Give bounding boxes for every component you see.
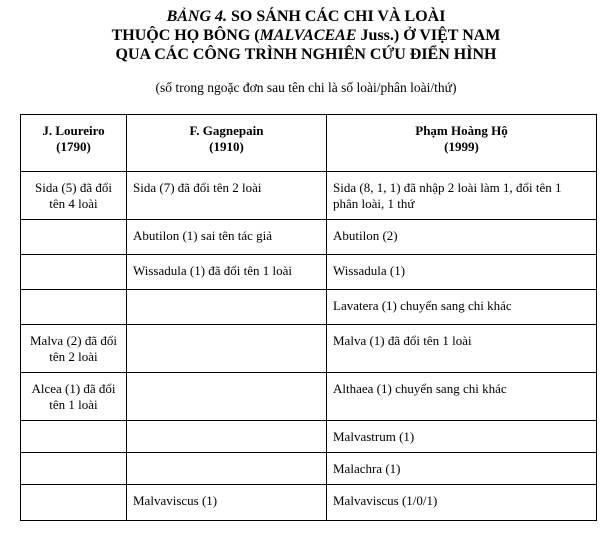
- cell-text: Malvaviscus (1): [133, 493, 218, 508]
- cell-pham-hoang-ho: [327, 421, 597, 453]
- header-pham-hoang-ho: [327, 115, 597, 172]
- header-name: F. Gagnepain: [189, 123, 264, 138]
- header-year: (1910): [209, 139, 244, 154]
- title-line-2-suffix: Juss.) Ở VIỆT NAM: [356, 27, 501, 44]
- cell-text: Alcea (1) đã đổi tên 1 loài: [31, 381, 116, 412]
- cell-pham-hoang-ho: [327, 290, 597, 325]
- cell-loureiro: [21, 373, 127, 421]
- cell-text: Sida (7) đã đổi tên 2 loài: [133, 180, 262, 195]
- table-row: [21, 421, 597, 453]
- title-line-2: [0, 26, 612, 45]
- table-label: BẢNG 4.: [166, 8, 228, 25]
- title-line-2-prefix: THUỘC HỌ BÔNG (: [111, 27, 260, 44]
- table-row: [21, 373, 597, 421]
- cell-gagnepain: [127, 373, 327, 421]
- cell-text: Malva (2) đã đổi tên 2 loài: [29, 333, 117, 364]
- cell-pham-hoang-ho: [327, 453, 597, 485]
- cell-text: Wissadula (1): [333, 263, 406, 278]
- cell-pham-hoang-ho: [327, 485, 597, 521]
- header-year: (1999): [444, 139, 479, 154]
- cell-gagnepain: [127, 453, 327, 485]
- cell-gagnepain: [127, 220, 327, 255]
- comparison-table: [20, 114, 597, 521]
- table-row: [21, 453, 597, 485]
- header-name: J. Loureiro: [42, 123, 105, 138]
- title-line-1-text: SO SÁNH CÁC CHI VÀ LOÀI: [227, 8, 446, 25]
- cell-text: [27, 290, 120, 298]
- table-row: [21, 220, 597, 255]
- cell-gagnepain: [127, 421, 327, 453]
- header-name: Phạm Hoàng Hộ: [415, 123, 508, 138]
- table-title: [0, 7, 612, 64]
- cell-text: Lavatera (1) chuyển sang chi khác: [333, 298, 512, 313]
- table-row: [21, 172, 597, 220]
- cell-loureiro: [21, 255, 127, 290]
- table-row: [21, 325, 597, 373]
- cell-text: [133, 453, 320, 461]
- cell-loureiro: [21, 172, 127, 220]
- header-year: (1790): [56, 139, 91, 154]
- cell-gagnepain: [127, 172, 327, 220]
- cell-gagnepain: [127, 485, 327, 521]
- cell-text: [133, 373, 320, 381]
- cell-text: [27, 220, 120, 228]
- title-line-1: [0, 7, 612, 26]
- family-name: MALVACEAE: [259, 27, 357, 44]
- cell-text: [27, 421, 120, 429]
- cell-text: [133, 421, 320, 429]
- cell-text: Sida (5) đã đổi tên 4 loài: [35, 180, 112, 211]
- cell-text: Malva (1) đã đổi tên 1 loài: [333, 333, 472, 348]
- cell-pham-hoang-ho: [327, 172, 597, 220]
- cell-pham-hoang-ho: [327, 255, 597, 290]
- title-line-3: QUA CÁC CÔNG TRÌNH NGHIÊN CỨU ĐIỂN HÌNH: [115, 46, 497, 63]
- table-subtitle: (số trong ngoặc đơn sau tên chi là số loài/phân loài/thứ): [155, 80, 457, 95]
- table-row: [21, 485, 597, 521]
- cell-text: [133, 290, 320, 298]
- cell-gagnepain: [127, 290, 327, 325]
- header-gagnepain: [127, 115, 327, 172]
- cell-pham-hoang-ho: [327, 373, 597, 421]
- cell-loureiro: [21, 290, 127, 325]
- cell-text: [133, 325, 320, 333]
- table-header-row: [21, 115, 597, 172]
- table-row: [21, 255, 597, 290]
- cell-gagnepain: [127, 255, 327, 290]
- cell-pham-hoang-ho: [327, 325, 597, 373]
- cell-text: [27, 255, 120, 263]
- cell-pham-hoang-ho: [327, 220, 597, 255]
- cell-text: Wissadula (1) đã đổi tên 1 loài: [133, 263, 293, 278]
- cell-text: Althaea (1) chuyển sang chi khác: [333, 381, 507, 396]
- cell-loureiro: [21, 485, 127, 521]
- cell-text: Abutilon (2): [333, 228, 398, 243]
- cell-loureiro: [21, 421, 127, 453]
- cell-text: Malvastrum (1): [333, 429, 415, 444]
- table-row: [21, 290, 597, 325]
- cell-text: Abutilon (1) sai tên tác giả: [133, 228, 272, 243]
- cell-gagnepain: [127, 325, 327, 373]
- cell-text: Sida (8, 1, 1) đã nhập 2 loài làm 1, đổi tên 1 phân loài, 1 thứ: [333, 180, 562, 211]
- cell-text: [27, 453, 120, 461]
- cell-text: Malvaviscus (1/0/1): [333, 493, 438, 508]
- cell-text: Malachra (1): [333, 461, 401, 476]
- cell-text: [27, 485, 120, 493]
- cell-loureiro: [21, 220, 127, 255]
- cell-loureiro: [21, 325, 127, 373]
- header-loureiro: [21, 115, 127, 172]
- cell-loureiro: [21, 453, 127, 485]
